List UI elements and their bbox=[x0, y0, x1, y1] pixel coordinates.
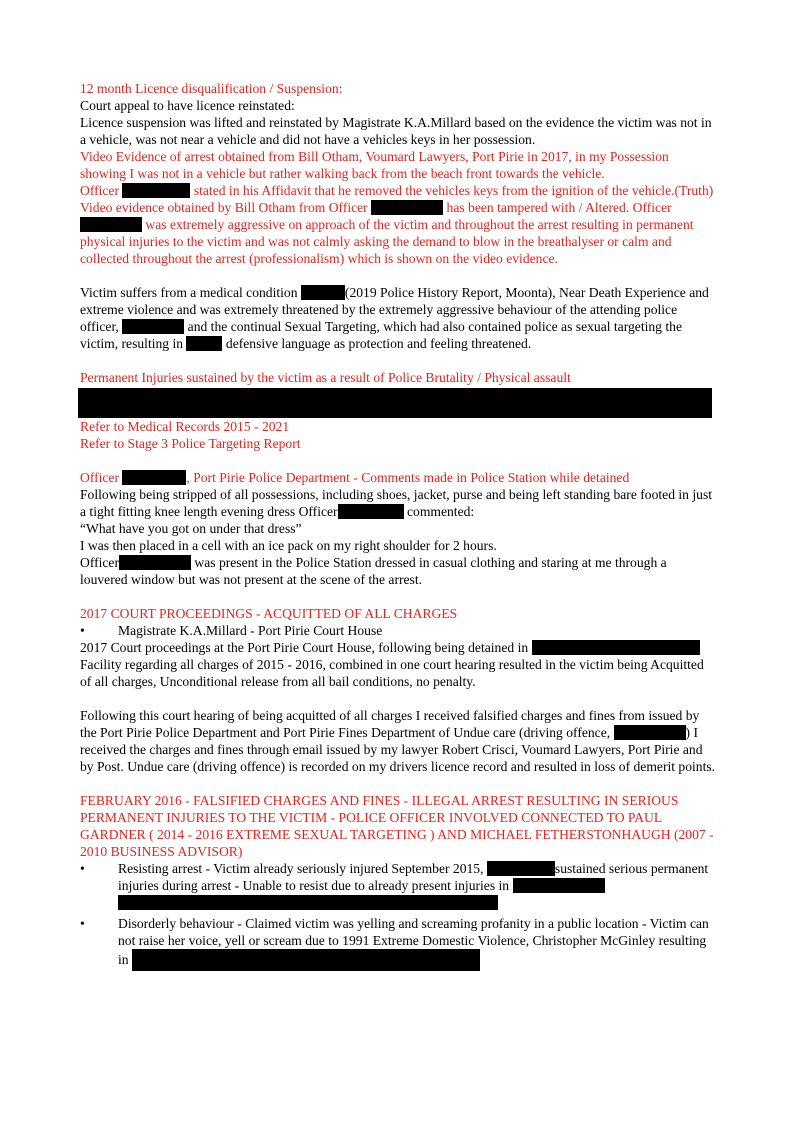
document-page bbox=[80, 80, 716, 971]
text: stated in his Affidavit that he removed the vehicles keys from the ignition of the vehicle.(Truth) bbox=[193, 183, 714, 198]
bullet-icon: • bbox=[80, 916, 85, 931]
text: has been tampered with / Altered. Officer bbox=[446, 200, 672, 215]
redaction-block bbox=[301, 285, 345, 300]
paragraph bbox=[80, 284, 716, 352]
text: was extremely aggressive on approach of the victim and throughout the arrest resulting in permanent physical injuries to the victim and was not calmly asking the demand to blow in the breathalyser or calm and collected throughout the arrest (professionalism) which is shown on the video evidence. bbox=[80, 217, 694, 266]
redaction-block bbox=[532, 640, 700, 655]
text: Video evidence obtained by Bill Otham from Officer bbox=[80, 200, 368, 215]
text: commented: bbox=[406, 504, 475, 519]
text: defensive language as protection and feeling threatened. bbox=[225, 336, 532, 351]
redaction-block bbox=[119, 555, 191, 570]
text: Following being stripped of all possessions, including shoes, jacket, purse and being left standing bare footed in just a tight fitting knee length evening dress Officer bbox=[80, 487, 713, 519]
text: , Port Pirie Police Department - Comments made in Police Station while detained bbox=[186, 470, 630, 485]
redaction-block bbox=[513, 878, 605, 893]
text: Officer bbox=[80, 555, 119, 570]
section-heading-injuries: Permanent Injuries sustained by the victim as a result of Police Brutality / Physical assault bbox=[80, 370, 571, 385]
redaction-block bbox=[338, 504, 404, 519]
redaction-block bbox=[186, 336, 222, 351]
list-item bbox=[80, 915, 716, 971]
paragraph bbox=[80, 182, 716, 199]
paragraph bbox=[80, 639, 716, 690]
text: Victim suffers from a medical condition bbox=[80, 285, 298, 300]
section-heading-2017-court: 2017 COURT PROCEEDINGS - ACQUITTED OF ALL CHARGES bbox=[80, 606, 458, 621]
list-item bbox=[80, 860, 716, 911]
text: was present in the Police Station dressed in casual clothing and staring at me through a louvered window but was not present at the scene of the arrest. bbox=[80, 555, 667, 587]
text: sustained serious permanent injuries during arrest - Unable to resist due to already present injuries in bbox=[118, 861, 709, 893]
section-heading-licence: 12 month Licence disqualification / Suspension: bbox=[80, 81, 343, 96]
section-heading-feb-2016: FEBRUARY 2016 - FALSIFIED CHARGES AND FINES - ILLEGAL ARREST RESULTING IN SERIOUS PERMANENT INJURIES TO THE VICTIM - POLICE OFFICER INVOLVED CONNECTED TO PAUL GARDNER ( 2014 - 2016 EXTREME SEXUAL TARGETING ) AND MICHAEL FETHERSTONHAUGH (2007 - 2010 BUSINESS ADVISOR) bbox=[80, 793, 714, 859]
redaction-block bbox=[80, 217, 142, 232]
reference-line: Refer to Stage 3 Police Targeting Report bbox=[80, 436, 301, 451]
redaction-block bbox=[132, 949, 480, 971]
bullet-icon: • bbox=[80, 861, 85, 876]
redaction-block bbox=[487, 861, 555, 876]
text: and the continual Sexual Targeting, which had also contained police as sexual targeting the victim, resulting in bbox=[80, 319, 682, 351]
redaction-block bbox=[118, 895, 498, 910]
redaction-block bbox=[614, 725, 686, 740]
text: 2017 Court proceedings at the Port Pirie Court House, following being detained in bbox=[80, 640, 529, 655]
redaction-block bbox=[122, 183, 190, 198]
quote: “What have you got on under that dress” bbox=[80, 521, 302, 536]
paragraph: Video Evidence of arrest obtained from Bill Otham, Voumard Lawyers, Port Pirie in 2017, in my Possession showing I was not in a vehicle but rather walking back from the beach front towards the vehicle. bbox=[80, 149, 669, 181]
paragraph: I was then placed in a cell with an ice pack on my right shoulder for 2 hours. bbox=[80, 538, 497, 553]
list-item bbox=[80, 622, 716, 639]
paragraph: Licence suspension was lifted and reinstated by Magistrate K.A.Millard based on the evidence the victim was not in a vehicle, was not near a vehicle and did not have a vehicles keys in her possession. bbox=[80, 115, 712, 147]
text: Disorderly behaviour - Claimed victim was yelling and screaming profanity in a public location - Victim can not raise her voice, yell or scream due to 1991 Extreme Domestic Violence, Christopher McGinley resulting in bbox=[118, 916, 709, 967]
text: Resisting arrest - Victim already seriously injured September 2015, bbox=[118, 861, 484, 876]
text: (2019 Police History Report, Moonta), Near Death Experience and extreme violence and was extremely threatened by the extremely aggressive behaviour of the attending police officer, bbox=[80, 285, 709, 334]
redaction-block bbox=[371, 200, 443, 215]
text: Following this court hearing of being acquitted of all charges I received falsified charges and fines from issued by the Port Pirie Police Department and Port Pirie Fines Department of Undue care (driving offence, bbox=[80, 708, 700, 740]
paragraph: Court appeal to have licence reinstated: bbox=[80, 98, 295, 113]
text: ) I received the charges and fines through email issued by my lawyer Robert Crisci, Voumard Lawyers, Port Pirie and by Post. Undue care (driving offence) is recorded on my drivers licence record and resulted in loss of demerit points. bbox=[80, 725, 716, 774]
redaction-block bbox=[122, 470, 186, 485]
redaction-block bbox=[78, 388, 712, 418]
redaction-block bbox=[122, 319, 184, 334]
bullet-icon: • bbox=[80, 623, 85, 638]
text: Magistrate K.A.Millard - Port Pirie Court House bbox=[118, 623, 383, 638]
text: Facility regarding all charges of 2015 - 2016, combined in one court hearing resulted in the victim being Acquitted of all charges, Unconditional release from all bail conditions, no penalty. bbox=[80, 657, 704, 689]
text: Officer bbox=[80, 183, 119, 198]
paragraph bbox=[80, 486, 716, 520]
section-heading-officer bbox=[80, 469, 716, 486]
reference-line: Refer to Medical Records 2015 - 2021 bbox=[80, 419, 290, 434]
text: Officer bbox=[80, 470, 119, 485]
paragraph bbox=[80, 199, 716, 267]
paragraph bbox=[80, 707, 716, 775]
paragraph bbox=[80, 554, 716, 588]
